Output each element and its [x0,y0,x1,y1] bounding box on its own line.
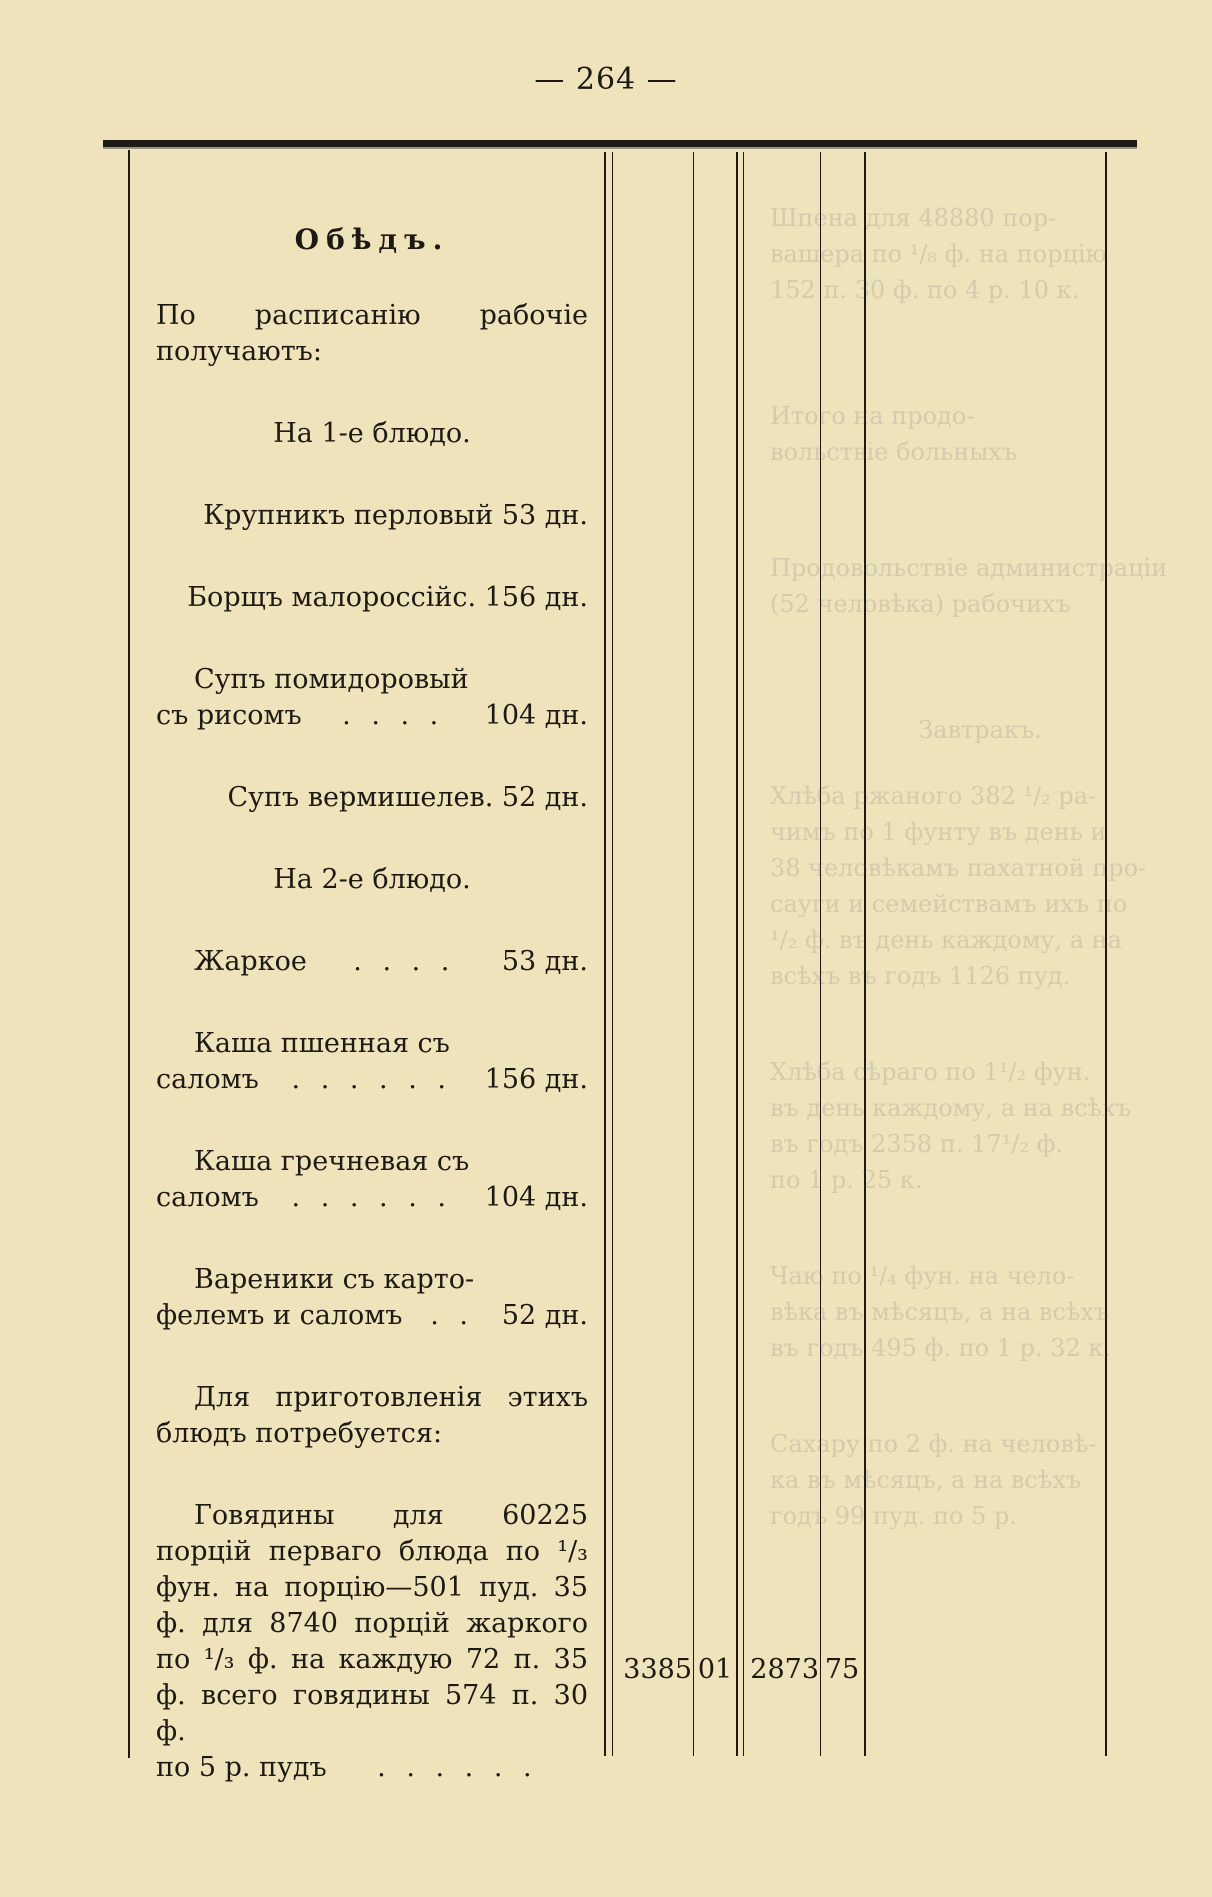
show-through-line: въ годъ 2358 п. 17¹/₂ ф. [770,1130,1063,1158]
beef-entry-last-line [156,1750,588,1786]
amount-rubles-1: 3385 [623,1654,692,1685]
menu-item-days: 53 дн. [501,946,588,977]
beef-entry: Говядины для 60225 порцій перваго блюда по ¹/₃ фун. на порцію—501 пуд. 35 ф. для 8740 порцій жаркого по ¹/₃ ф. на каждую 72 п. 35 ф. всего говядины 574 п. 30 ф. [156,1500,588,1747]
menu-item: Крупникъ перловый 53 дн. [203,500,588,531]
show-through-line: вѣка въ мѣсяцъ, а на всѣхъ [770,1298,1110,1326]
column-rule-kop1-left [693,152,694,1756]
menu-item-name: съ рисомъ [156,700,302,731]
show-through-line: сауги и семействамъ ихъ по [770,890,1128,918]
menu-item [156,662,588,734]
show-through-line: ка въ мѣсяцъ, а на всѣхъ [770,1466,1082,1494]
show-through-line: ¹/₂ ф. въ день каждому, а на [770,926,1122,954]
menu-item-row [156,1062,588,1098]
menu-item [156,1262,588,1334]
menu-item-name: Жаркое [194,946,307,977]
amount-kopecks-1: 01 [697,1654,733,1685]
dot-leader: . . . . . . [377,1752,538,1783]
show-through-line: вашера по ¹/₈ ф. на порцію [770,240,1107,268]
menu-item: Борщъ малороссійс. 156 дн. [187,582,588,613]
dot-leader: . . . . [342,700,445,731]
show-through-line: въ день каждому, а на всѣхъ [770,1094,1131,1122]
show-through-line: Шпена для 48880 пор- [770,204,1057,232]
beef-price-text: по 5 р. пудъ [156,1752,327,1783]
menu-item-days: 156 дн. [484,1064,588,1095]
show-through-line: Чаю по ¹/₄ фун. на чело- [770,1262,1075,1290]
course2-heading: На 2-е блюдо. [273,864,471,895]
dot-leader: . . . . . . [291,1064,452,1095]
menu-item-days: 52 дн. [501,1300,588,1331]
requirement-paragraph: Для приготовленія этихъ блюдъ потребуется: [156,1382,588,1449]
menu-item-name: саломъ [156,1064,259,1095]
menu-item [156,944,588,980]
show-through-line: Завтракъ. [918,716,1042,744]
menu-item [156,1026,588,1098]
menu-item-line: Вареники съ карто- [194,1264,475,1295]
column-rule-rub2-left-inner [743,152,744,1756]
menu-item-line: Каша гречневая съ [194,1146,470,1177]
show-through-line: 152 п. 30 ф. по 4 р. 10 к. [770,276,1080,304]
column-rule-text-right [604,152,606,1756]
dinner-title: Обѣдъ. [294,223,450,256]
show-through-line: по 1 р. 25 к. [770,1166,923,1194]
show-through-line: чимъ по 1 фунту въ день и [770,818,1107,846]
show-through-line: годъ 99 пуд. по 5 р. [770,1502,1017,1530]
top-rule [103,140,1137,149]
show-through-line: Хлѣба ржаного 382 ¹/₂ ра- [770,782,1097,810]
show-through-line: всѣхъ въ годъ 1126 пуд. [770,962,1071,990]
show-through-line: Итого на продо- [770,402,975,430]
show-through-line: вольствіе больныхъ [770,438,1018,466]
menu-item-days: 104 дн. [484,1182,588,1213]
menu-item-row [156,944,588,980]
menu-item-name: саломъ [156,1182,259,1213]
intro-paragraph: По расписанію рабочіе получаютъ: [156,300,588,367]
menu-item-days: 104 дн. [484,700,588,731]
menu-item: Супъ вермишелев. 52 дн. [227,782,588,813]
menu-item-line: Каша пшенная съ [194,1028,450,1059]
show-through-line: Продовольствіе администраціи (52 человѣка) рабочихъ [770,554,1168,618]
course1-heading: На 1-е блюдо. [273,418,471,449]
text-column [156,160,588,1786]
show-through-line: въ годъ 495 ф. по 1 р. 32 к. [770,1334,1111,1362]
column-rule-rub2-left [736,152,738,1756]
menu-item [156,1144,588,1216]
show-through-line: Хлѣба сѣраго по 1¹/₂ фун. [770,1058,1091,1086]
show-through-line: 38 человѣкамъ пахатной про- [770,854,1147,882]
amount-kopecks-2: 75 [824,1654,860,1685]
show-through-line: Сахару по 2 ф. на человѣ- [770,1430,1097,1458]
column-rule-left [128,150,130,1758]
show-through-text [770,200,1190,1534]
menu-item-line: Супъ помидоровый [194,664,469,695]
column-rule-text-right-inner [612,152,613,1756]
page-number: — 264 — [534,62,678,97]
dot-leader: . . . . [353,946,456,977]
menu-item-name: фелемъ и саломъ [156,1300,403,1331]
menu-item-row [156,698,588,734]
dot-leader: . . . . . . [291,1182,452,1213]
menu-item-row [156,1298,588,1334]
menu-item-row [156,1180,588,1216]
amount-rubles-2: 2873 [750,1654,819,1685]
dot-leader: . . [430,1300,474,1331]
